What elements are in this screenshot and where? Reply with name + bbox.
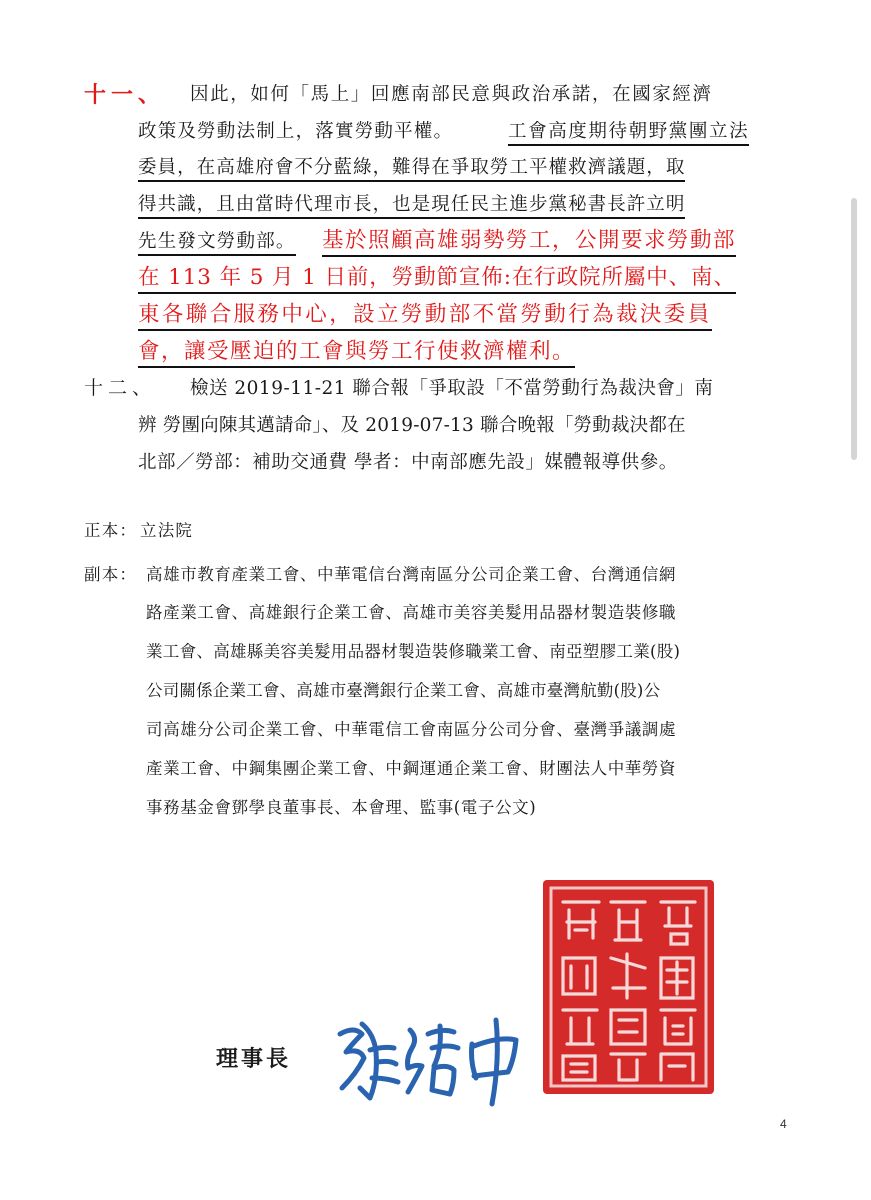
item-11-line-8: 會，讓受壓迫的工會與勞工行使救濟權利。	[138, 334, 575, 368]
item-11-line-3: 委員，在高雄府會不分藍綠，難得在爭取勞工平權救濟議題，取	[138, 153, 685, 182]
cc-line-7: 事務基金會鄧學良董事長、本會理、監事(電子公文)	[146, 798, 537, 817]
cc-label: 副本：	[84, 565, 138, 584]
cc-line-2: 路產業工會、高雄銀行企業工會、高雄市美容美髮用品器材製造裝修職	[146, 603, 677, 622]
item-11-line-4: 得共識，且由當時代理市長，也是現任民主進步黨秘書長許立明	[138, 190, 685, 219]
signature-title: 理事長	[216, 1046, 292, 1072]
item-12-line-3: 北部／勞部：補助交通費 學者：中南部應先設」媒體報導供參。	[138, 452, 678, 473]
cc-line-4: 公司關係企業工會、高雄市臺灣銀行企業工會、高雄市臺灣航勤(股)公	[146, 681, 661, 700]
item-12-line-1: 檢送 2019-11-21 聯合報「爭取設「不當勞動行為裁決會」南	[190, 378, 714, 399]
item-11-line-7: 東各聯合服務中心，設立勞動部不當勞動行為裁決委員	[138, 297, 712, 331]
item-12-line-2: 辨 勞團向陳其邁請命」、及 2019-07-13 聯合晚報「勞動裁決都在	[138, 415, 686, 436]
item-11-line-2a: 政策及勞動法制上，落實勞動平權。	[138, 121, 454, 142]
cc-line-6: 產業工會、中鋼集團企業工會、中鋼運通企業工會、財團法人中華勞資	[146, 759, 677, 778]
page-number: 4	[780, 1117, 787, 1131]
handwritten-signature	[332, 1012, 532, 1107]
main-recipient-label: 正本：	[84, 521, 138, 540]
item-12-number: 十二、	[84, 377, 157, 399]
item-11-line-5b: 基於照顧高雄弱勢勞工，公開要求勞動部	[322, 223, 736, 257]
item-11-line-6: 在 113 年 5 月 1 日前，勞動節宣佈:在行政院所屬中、南、	[138, 260, 736, 294]
item-11-line-2b: 工會高度期待朝野黨團立法	[508, 117, 749, 146]
main-recipient-value: 立法院	[140, 521, 194, 540]
cc-line-1: 高雄市教育產業工會、中華電信台灣南區分公司企業工會、台灣通信網	[146, 565, 677, 584]
cc-line-5: 司高雄分公司企業工會、中華電信工會南區分公司分會、臺灣爭議調處	[146, 720, 677, 739]
vertical-scrollbar[interactable]	[851, 198, 857, 460]
official-seal-stamp	[541, 878, 716, 1096]
cc-line-3: 業工會、高雄縣美容美髮用品器材製造裝修職業工會、南亞塑膠工業(股)	[146, 642, 681, 661]
item-11-line-1: 因此，如何「馬上」回應南部民意與政治承諾，在國家經濟	[190, 84, 713, 105]
item-11-number: 十一、	[84, 82, 166, 108]
item-11-line-5a: 先生發文勞動部。	[138, 227, 296, 256]
